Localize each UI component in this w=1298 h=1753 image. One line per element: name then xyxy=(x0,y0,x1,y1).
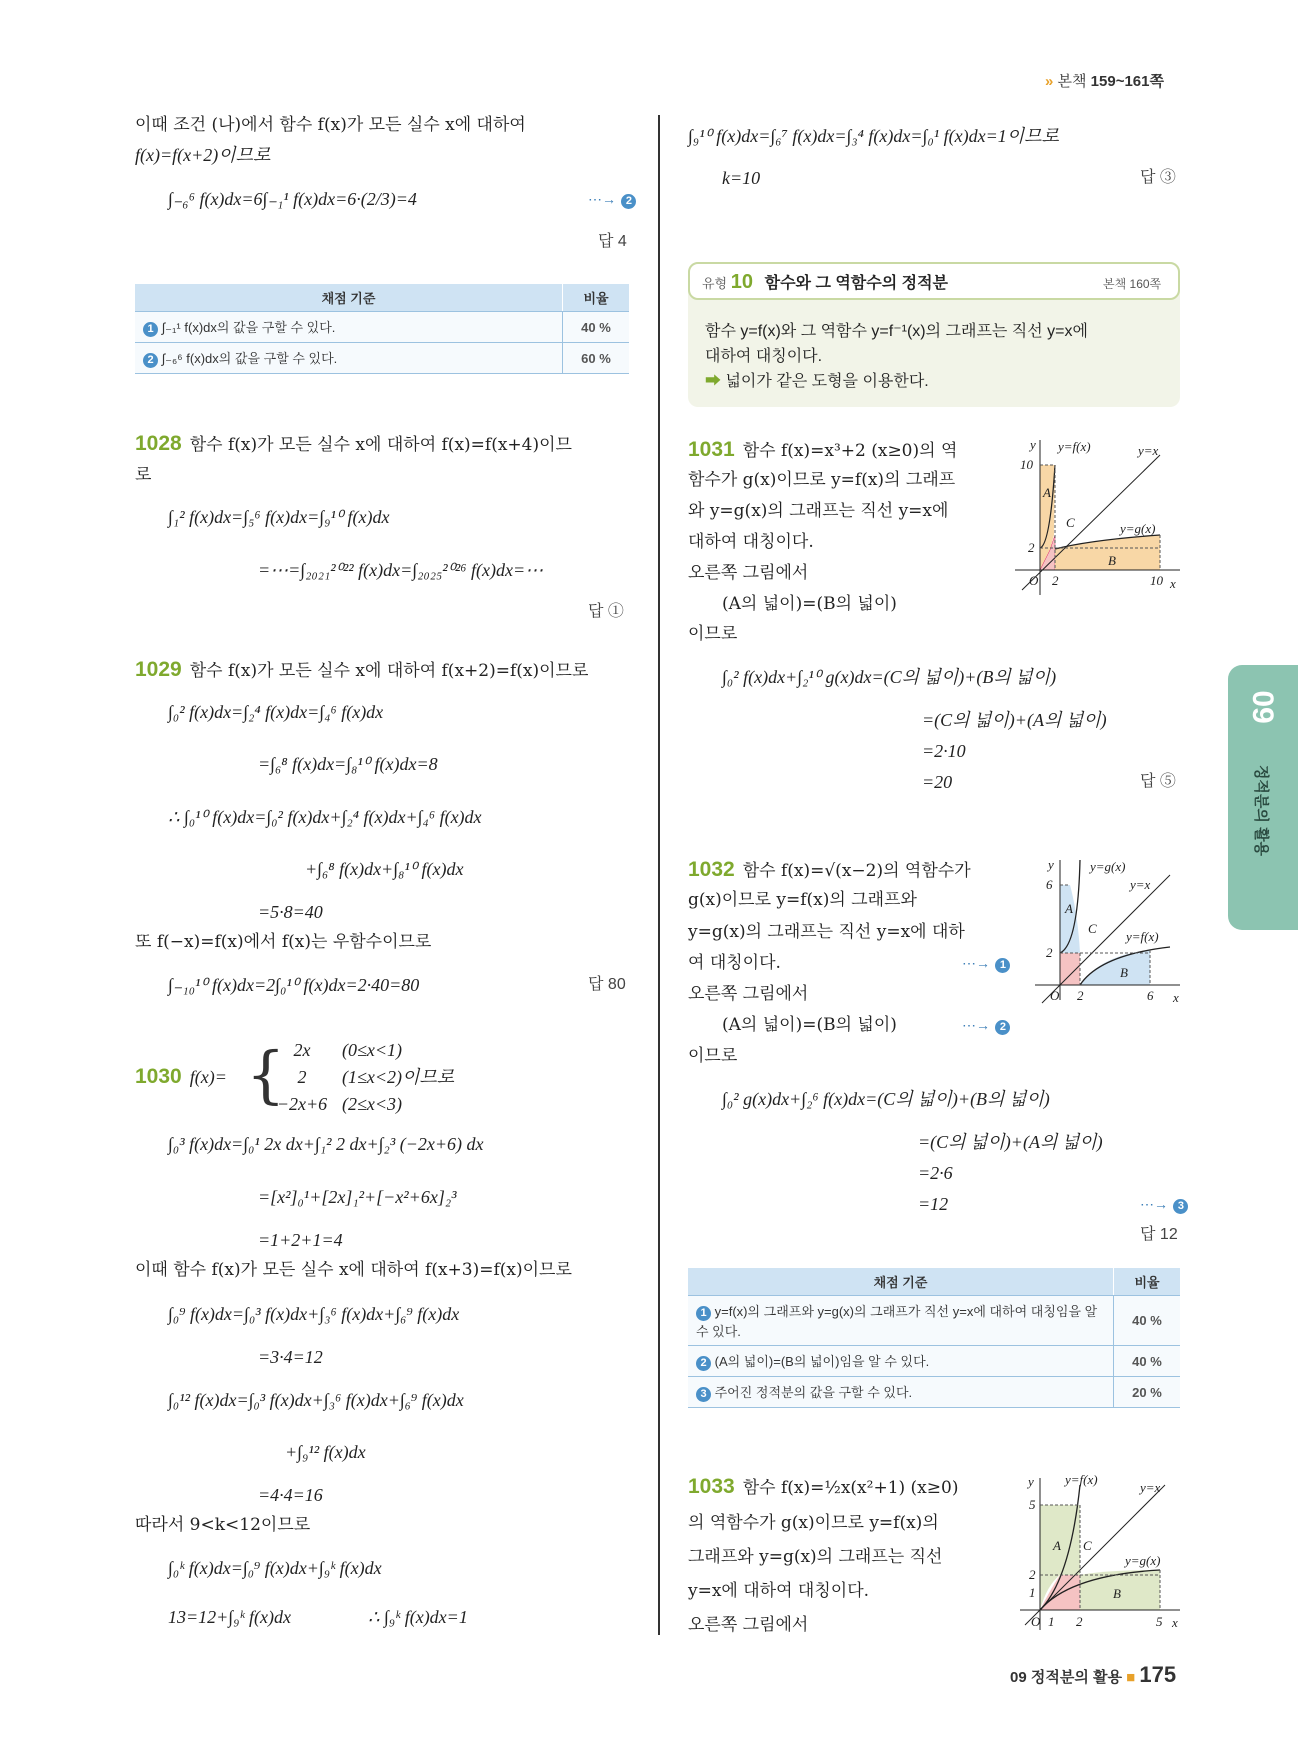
page-ref xyxy=(1045,70,1164,91)
yx-label: y=x xyxy=(1138,443,1159,458)
label-b: B xyxy=(1113,1586,1121,1601)
side-tab-number: 09 xyxy=(1246,690,1279,724)
problem-text: f(x)= xyxy=(189,1067,227,1087)
origin-label: O xyxy=(1050,988,1060,1003)
type-number: 10 xyxy=(730,271,753,293)
mark-circle: 2 xyxy=(143,353,158,368)
problem-text: 함수 f(x)가 모든 실수 x에 대하여 f(x+2)=f(x)이므로 xyxy=(189,661,589,681)
problem-1032-line-9: =(C의 넓이)+(A의 넓이) xyxy=(918,1132,1103,1152)
mark-circle: 1 xyxy=(696,1306,711,1321)
answer-1028 xyxy=(588,600,624,624)
crit-ratio: 40 % xyxy=(1114,1296,1181,1346)
problem-1033-line-2: 의 역함수가 g(x)이므로 y=f(x)의 xyxy=(688,1513,939,1533)
problem-1031-line-8: ∫₀² f(x)dx+∫₂¹⁰ g(x)dx=(C의 넓이)+(B의 넓이) xyxy=(722,667,1057,687)
tick-y1: 1 xyxy=(1029,1585,1036,1600)
crit-text: y=f(x)의 그래프와 y=g(x)의 그래프가 직선 y=x에 대하여 대칭임을 알 수 있다. xyxy=(696,1304,1098,1339)
answer-value: 12 xyxy=(1159,1226,1178,1243)
problem-1032-line-3: y=g(x)의 그래프는 직선 y=x에 대하 xyxy=(688,922,965,942)
crit-header: 채점 기준 xyxy=(688,1268,1114,1296)
region-a xyxy=(1060,885,1080,953)
problem-1030-line-10: 따라서 9<k<12이므로 xyxy=(135,1515,311,1535)
tick-y2: 2 xyxy=(1029,1567,1036,1582)
problem-text: 함수 f(x)=√(x−2)의 역함수가 xyxy=(742,861,971,881)
tick-y10: 10 xyxy=(1020,457,1033,472)
graph-1032 xyxy=(1030,855,1185,1005)
case-expr: 2 xyxy=(297,1067,307,1087)
problem-1029 xyxy=(135,658,588,683)
crit-ratio: 40 % xyxy=(1114,1346,1181,1377)
square-bullet-icon: ■ xyxy=(1126,1669,1136,1686)
problem-1030-line-6: =3·4=12 xyxy=(258,1347,323,1367)
region-b xyxy=(1080,950,1150,985)
ref-label: 본책 xyxy=(1057,73,1087,90)
marker-1: ⋯→ 1 xyxy=(962,951,1010,975)
problem-1028 xyxy=(135,432,572,457)
problem-1031-line-7: 이므로 xyxy=(688,624,738,644)
answer-value: 4 xyxy=(617,233,627,250)
problem-1028-line-4: =⋯=∫₂₀₂₁²⁰²² f(x)dx=∫₂₀₂₅²⁰²⁶ f(x)dx=⋯ xyxy=(258,560,544,580)
marker-3: ⋯→ 3 xyxy=(1140,1192,1188,1216)
problem-1031-line-6: (A의 넓이)=(B의 넓이) xyxy=(722,594,897,614)
intro-line-1: 이때 조건 (나)에서 함수 f(x)가 모든 실수 x에 대하여 xyxy=(135,115,526,135)
answer-1031 xyxy=(1140,770,1176,794)
criteria-table-1 xyxy=(135,284,629,374)
problem-1030 xyxy=(135,1065,227,1090)
y-label: y xyxy=(1030,437,1036,452)
label-c: C xyxy=(1066,515,1075,530)
problem-1031-line-4: 대하여 대칭이다. xyxy=(688,532,814,552)
ref-pages: 159~161쪽 xyxy=(1090,73,1164,90)
label-b: B xyxy=(1120,965,1128,980)
problem-1029-line-3: =∫₆⁸ f(x)dx=∫₈¹⁰ f(x)dx=8 xyxy=(258,754,438,774)
answer-icon: 답 xyxy=(588,976,604,993)
graph-1031 xyxy=(1010,435,1185,600)
answer-1029 xyxy=(588,973,626,997)
problem-number: 1031 xyxy=(688,438,735,461)
crit-text: 주어진 정적분의 값을 구할 수 있다. xyxy=(714,1385,913,1400)
g-label: y=g(x) xyxy=(1125,1553,1161,1568)
problem-1032 xyxy=(688,858,971,883)
case-cond: (0≤x<1) xyxy=(342,1040,403,1060)
tick-x6: 6 xyxy=(1147,988,1154,1003)
problem-1030-line-5: ∫₀⁹ f(x)dx=∫₀³ f(x)dx+∫₃⁶ f(x)dx+∫₆⁹ f(x)dx xyxy=(168,1304,460,1324)
problem-1030-line-4: 이때 함수 f(x)가 모든 실수 x에 대하여 f(x+3)=f(x)이므로 xyxy=(135,1260,572,1280)
type-line-2: 대하여 대칭이다. xyxy=(705,348,823,365)
problem-1033-line-5: 오른쪽 그림에서 xyxy=(688,1615,809,1635)
f-label: y=f(x) xyxy=(1126,929,1159,944)
x-label: x xyxy=(1173,990,1179,1005)
answer-value: ① xyxy=(607,603,624,620)
mark-circle: 1 xyxy=(143,322,158,337)
type-line-3 xyxy=(705,370,929,394)
f-label: y=f(x) xyxy=(1065,1472,1098,1487)
y-label: y xyxy=(1048,857,1054,872)
problem-number: 1029 xyxy=(135,658,182,681)
type-line-1: 함수 y=f(x)와 그 역함수 y=f⁻¹(x)의 그래프는 직선 y=x에 xyxy=(705,323,1088,340)
marker-2: ⋯→ 2 xyxy=(588,187,636,211)
criteria-table-2 xyxy=(688,1268,1180,1408)
yx-label: y=x xyxy=(1130,877,1151,892)
case-cond: (2≤x<3) xyxy=(342,1094,403,1114)
side-tab-label: 정적분의 활용 xyxy=(1252,764,1270,857)
label-b: B xyxy=(1108,553,1116,568)
arrow-icon: ➡ xyxy=(705,373,722,390)
problem-1032-line-6: (A의 넓이)=(B의 넓이) xyxy=(722,1015,897,1035)
page-number: 175 xyxy=(1139,1662,1177,1687)
crit-ratio: 40 % xyxy=(563,312,630,343)
answer-icon: 답 xyxy=(1140,169,1156,186)
crit-header-ratio: 비율 xyxy=(1114,1268,1181,1296)
problem-1031-line-9: =(C의 넓이)+(A의 넓이) xyxy=(922,710,1107,730)
problem-1030-line-3: =1+2+1=4 xyxy=(258,1230,343,1250)
problem-1031-line-11: =20 xyxy=(922,772,953,792)
problem-1032-line-2: g(x)이므로 y=f(x)의 그래프와 xyxy=(688,890,917,910)
tick-x10: 10 xyxy=(1150,573,1163,588)
problem-1030-line-1: ∫₀³ f(x)dx=∫₀¹ 2x dx+∫₁² 2 dx+∫₂³ (−2x+6) dx xyxy=(168,1134,484,1154)
problem-1031 xyxy=(688,438,957,463)
label-c: C xyxy=(1083,1538,1092,1553)
problem-1033-line-4: y=x에 대하여 대칭이다. xyxy=(688,1581,870,1601)
brace: { xyxy=(246,1038,286,1111)
problem-1032-line-11: =12 xyxy=(918,1194,949,1214)
crit-ratio: 60 % xyxy=(563,343,630,374)
crit-text: ∫₋₁¹ f(x)dx의 값을 구할 수 있다. xyxy=(161,320,336,335)
crit-text: ∫₋₆⁶ f(x)dx의 값을 구할 수 있다. xyxy=(161,351,338,366)
tick-x1: 1 xyxy=(1048,1614,1055,1629)
answer-value: ⑤ xyxy=(1159,773,1176,790)
type-title: 함수와 그 역함수의 정적분 xyxy=(764,275,948,292)
problem-1032-line-8: ∫₀² g(x)dx+∫₂⁶ f(x)dx=(C의 넓이)+(B의 넓이) xyxy=(722,1089,1050,1109)
table-row xyxy=(135,343,629,374)
answer-icon: 답 xyxy=(1140,773,1156,790)
mark-circle: 3 xyxy=(1173,1199,1188,1214)
problem-number: 1032 xyxy=(688,858,735,881)
problem-text: 함수 f(x)=½x(x²+1) (x≥0) xyxy=(742,1478,959,1498)
tick-x2: 2 xyxy=(1076,1614,1083,1629)
type-line-3-text: 넓이가 같은 도형을 이용한다. xyxy=(725,373,929,390)
double-chevron-icon: » xyxy=(1045,73,1054,90)
tick-y6: 6 xyxy=(1046,877,1053,892)
footer-chapter: 09 정적분의 활용 xyxy=(1010,1669,1122,1686)
mark-circle: 2 xyxy=(995,1020,1010,1035)
problem-1033 xyxy=(688,1475,958,1500)
mark-circle: 3 xyxy=(696,1387,711,1402)
table-row xyxy=(688,1377,1180,1408)
problem-1029-line-6: =5·8=40 xyxy=(258,902,323,922)
x-label: x xyxy=(1170,576,1176,591)
problem-1030-line-9: =4·4=16 xyxy=(258,1485,323,1505)
problem-1029-line-7: 또 f(−x)=f(x)에서 f(x)는 우함수이므로 xyxy=(135,932,432,952)
answer-value: 80 xyxy=(607,976,626,993)
mark-circle: 2 xyxy=(696,1356,711,1371)
problem-number: 1030 xyxy=(135,1065,182,1088)
g-label: y=g(x) xyxy=(1090,859,1126,874)
table-row xyxy=(688,1296,1180,1346)
crit-text: (A의 넓이)=(B의 넓이)임을 알 수 있다. xyxy=(714,1354,930,1369)
crit-ratio: 20 % xyxy=(1114,1377,1181,1408)
problem-number: 1028 xyxy=(135,432,182,455)
problem-1028-line-3: ∫₁² f(x)dx=∫₅⁶ f(x)dx=∫₉¹⁰ f(x)dx xyxy=(168,507,390,527)
case-3 xyxy=(262,1092,402,1116)
problem-1029-line-4: ∴ ∫₀¹⁰ f(x)dx=∫₀² f(x)dx+∫₂⁴ f(x)dx+∫₄⁶ f(x)dx xyxy=(168,807,482,827)
answer-icon: 답 xyxy=(588,603,604,620)
intro-line-3: ∫₋₆⁶ f(x)dx=6∫₋₁¹ f(x)dx=6·(2/3)=4 xyxy=(168,189,417,209)
g-label: y=g(x) xyxy=(1120,521,1156,536)
problem-1029-line-8: ∫₋₁₀¹⁰ f(x)dx=2∫₀¹⁰ f(x)dx=2·40=80 xyxy=(168,975,420,995)
problem-1030-line-13: ∴ ∫₉ᵏ f(x)dx=1 xyxy=(368,1607,468,1627)
case-expr: 2x xyxy=(293,1040,311,1060)
tick-x2: 2 xyxy=(1077,988,1084,1003)
problem-1033-line-3: 그래프와 y=g(x)의 그래프는 직선 xyxy=(688,1547,943,1567)
column-divider xyxy=(658,115,660,1635)
type-title-row xyxy=(702,270,948,296)
answer-top xyxy=(1140,166,1176,190)
label-a: A xyxy=(1053,1538,1061,1553)
problem-1030-line-7: ∫₀¹² f(x)dx=∫₀³ f(x)dx+∫₃⁶ f(x)dx+∫₆⁹ f(x)dx xyxy=(168,1390,464,1410)
case-1 xyxy=(262,1038,402,1062)
problem-text: 함수 f(x)=x³+2 (x≥0)의 역 xyxy=(742,441,958,461)
problem-1032-line-7: 이므로 xyxy=(688,1046,738,1066)
table-row xyxy=(688,1346,1180,1377)
answer-1032 xyxy=(1140,1223,1178,1247)
problem-1031-line-10: =2·10 xyxy=(922,741,966,761)
f-label: y=f(x) xyxy=(1058,439,1091,454)
problem-1031-line-3: 와 y=g(x)의 그래프는 직선 y=x에 xyxy=(688,501,949,521)
crit-header: 채점 기준 xyxy=(135,284,563,312)
problem-1029-line-2: ∫₀² f(x)dx=∫₂⁴ f(x)dx=∫₄⁶ f(x)dx xyxy=(168,702,384,722)
case-cond: (1≤x<2)이므로 xyxy=(342,1067,455,1087)
footer xyxy=(1010,1662,1176,1688)
tick-y5: 5 xyxy=(1029,1497,1036,1512)
region-c xyxy=(1060,953,1080,985)
answer-icon: 답 xyxy=(598,233,614,250)
mark-circle: 1 xyxy=(995,958,1010,973)
label-a: A xyxy=(1065,901,1073,916)
problem-1030-line-2: =[x²]₀¹+[2x]₁²+[−x²+6x]₂³ xyxy=(258,1187,457,1207)
graph-1033 xyxy=(1015,1470,1185,1635)
yx-label: y=x xyxy=(1140,1480,1161,1495)
origin-label: O xyxy=(1031,1614,1041,1629)
answer-intro xyxy=(598,230,627,254)
tick-x5: 5 xyxy=(1156,1614,1163,1629)
problem-1030-line-11: ∫₀ᵏ f(x)dx=∫₀⁹ f(x)dx+∫₉ᵏ f(x)dx xyxy=(168,1558,382,1578)
mark-circle: 2 xyxy=(621,194,636,209)
problem-1029-line-5: +∫₆⁸ f(x)dx+∫₈¹⁰ f(x)dx xyxy=(305,859,464,879)
marker-2b: ⋯→ 2 xyxy=(962,1013,1010,1037)
right-top-line-2: k=10 xyxy=(722,168,761,188)
type-tag: 유형 xyxy=(702,276,728,291)
case-expr: −2x+6 xyxy=(276,1094,328,1114)
intro-line-2: f(x)=f(x+2)이므로 xyxy=(135,145,271,165)
problem-1030-line-8: +∫₉¹² f(x)dx xyxy=(285,1442,366,1462)
answer-value: ③ xyxy=(1159,169,1176,186)
right-top-line-1: ∫₉¹⁰ f(x)dx=∫₆⁷ f(x)dx=∫₃⁴ f(x)dx=∫₀¹ f(x)dx=1이므로 xyxy=(688,126,1059,146)
tick-x2: 2 xyxy=(1052,573,1059,588)
problem-1032-line-4: 여 대칭이다. xyxy=(688,953,781,973)
y-label: y xyxy=(1028,1474,1034,1489)
problem-1032-line-5: 오른쪽 그림에서 xyxy=(688,984,809,1004)
tick-y2: 2 xyxy=(1028,540,1035,555)
label-a: A xyxy=(1043,485,1051,500)
problem-1028-line-2: 로 xyxy=(135,465,152,485)
type-ref: 본책 160쪽 xyxy=(1103,277,1162,291)
problem-1031-line-2: 함수가 g(x)이므로 y=f(x)의 그래프 xyxy=(688,470,956,490)
problem-number: 1033 xyxy=(688,1475,735,1498)
x-label: x xyxy=(1172,1615,1178,1630)
answer-icon: 답 xyxy=(1140,1226,1156,1243)
problem-1032-line-10: =2·6 xyxy=(918,1163,953,1183)
problem-1030-line-12: 13=12+∫₉ᵏ f(x)dx xyxy=(168,1607,292,1627)
table-row xyxy=(135,312,629,343)
problem-1031-line-5: 오른쪽 그림에서 xyxy=(688,563,809,583)
case-2 xyxy=(262,1065,454,1089)
tick-y2: 2 xyxy=(1046,945,1053,960)
crit-header-ratio: 비율 xyxy=(563,284,630,312)
problem-text: 함수 f(x)가 모든 실수 x에 대하여 f(x)=f(x+4)이므 xyxy=(189,435,572,455)
origin-label: O xyxy=(1029,573,1039,588)
label-c: C xyxy=(1088,921,1097,936)
